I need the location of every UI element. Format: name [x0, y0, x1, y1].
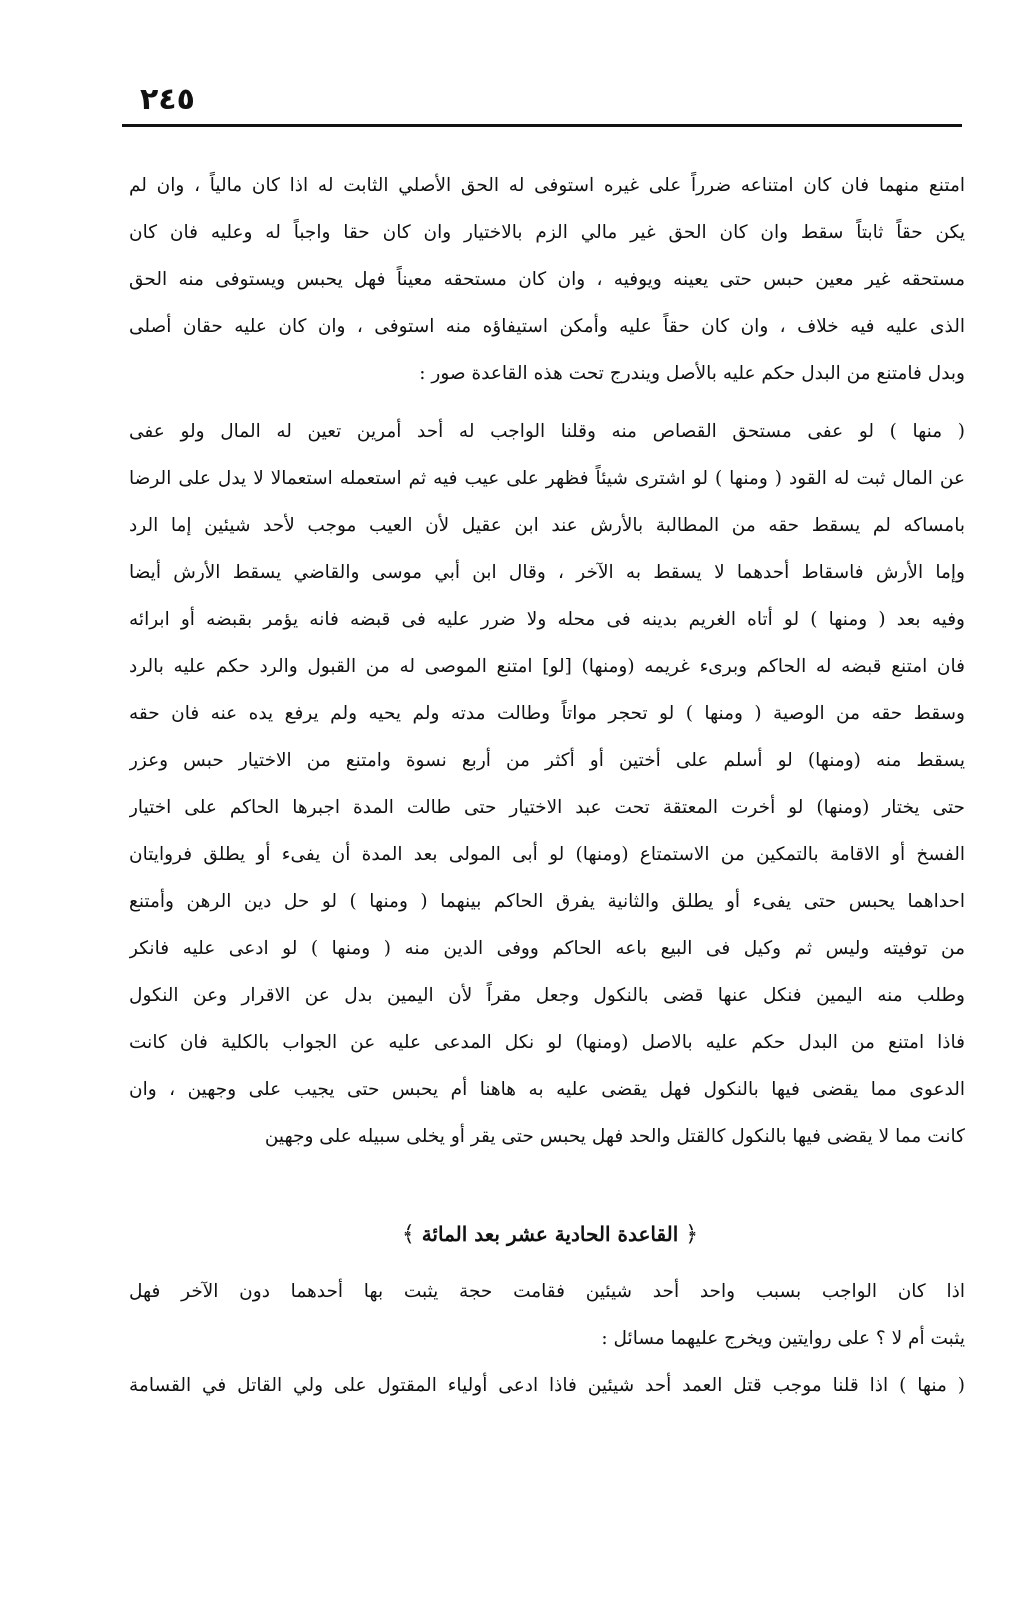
text-line: وطلب منه اليمين فنكل عنها قضى بالنكول وجعل مقراً لأن اليمين بدل عن الاقرار وعن النكول — [129, 985, 965, 1006]
paragraph-intro — [129, 162, 965, 397]
text-line: وإما الأرش فاسقاط أحدهما لا يسقط به الآخر ، وقال ابن أبي موسى والقاضي يسقط الأرش أيضا — [129, 562, 965, 583]
text-line: يسقط منه (ومنها) لو أسلم على أختين أو أكثر من أربع نسوة وامتنع من الاختيار حبس وعزر — [129, 750, 965, 771]
text-line: ( منها ) اذا قلنا موجب قتل العمد أحد شيئين فاذا ادعى أولياء المقتول على ولي القاتل في القسامة — [129, 1375, 965, 1396]
heading-bracket-open: ﴿ — [685, 1222, 699, 1247]
page-number: ٢٤٥ — [140, 82, 195, 117]
section-heading — [380, 1214, 720, 1254]
heading-title: القاعدة الحادية عشر بعد المائة — [421, 1222, 679, 1246]
text-line: كانت مما لا يقضى فيها بالنكول كالقتل والحد فهل يحبس حتى يقر أو يخلى سبيله على وجهين — [264, 1126, 965, 1147]
text-line: مستحقه غير معين حبس حتى يعينه ويوفيه ، وان كان مستحقه معيناً فهل يحبس ويستوفى منه الحق — [129, 269, 965, 290]
text-line: بامساكه لم يسقط حقه من المطالبة بالأرش عند ابن عقيل لأن العيب موجب لأحد شيئين إما الرد — [129, 515, 965, 536]
text-line: الفسخ أو الاقامة بالتمكين من الاستمتاع (ومنها) لو أبى المولى بعد المدة أن يفىء أو يطلق فروايتان — [129, 844, 965, 865]
text-line: من توفيته وليس ثم وكيل فى البيع باعه الحاكم ووفى الدين منه ( ومنها ) لو ادعى عليه فانكر — [129, 938, 965, 959]
text-line: ( منها ) لو عفى مستحق القصاص منه وقلنا الواجب له أحد أمرين تعين له المال ولو عفى — [129, 421, 965, 442]
text-line: حتى يختار (ومنها) لو أخرت المعتقة تحت عبد الاختيار حتى طالت المدة اجبرها الحاكم على اختيار — [129, 797, 965, 818]
text-line: عن المال ثبت له القود ( ومنها ) لو اشترى شيئاً فظهر على عيب فيه ثم استعمله استعمالا لا يدل على الرضا — [129, 468, 965, 489]
header-rule — [122, 124, 962, 127]
text-line: وسقط حقه من الوصية ( ومنها ) لو تحجر مواتاً وطالت مدته ولم يحيه ولم يرفع يده عنه فان حقه — [129, 703, 965, 724]
text-line: اذا كان الواجب بسبب واحد أحد شيئين فقامت حجة يثبت بها أحدهما دون الآخر فهل — [129, 1281, 965, 1302]
text-line: الذى عليه فيه خلاف ، وان كان حقاً عليه وأمكن استيفاؤه منه استوفى ، وان كان عليه حقان أصلى — [129, 316, 965, 337]
text-line: فان امتنع قبضه له الحاكم وبرىء غريمه (ومنها) [لو] امتنع الموصى له من القبول والرد حكم عليه بالرد — [129, 656, 965, 677]
text-line: وبدل فامتنع من البدل حكم عليه بالأصل ويندرج تحت هذه القاعدة صور : — [419, 363, 965, 384]
text-line: يكن حقاً ثابتاً سقط وان كان الحق غير مالي الزم بالاختيار وان كان حقا واجباً له وعليه فان كان — [129, 222, 965, 243]
text-line: امتنع منهما فان كان امتناعه ضرراً على غيره استوفى له الحق الأصلي الثابت له اذا كان مالياً ، وان لم — [129, 175, 965, 196]
text-line: الدعوى مما يقضى فيها بالنكول فهل يقضى عليه به هاهنا أم يحبس حتى يجيب على وجهين ، وان — [129, 1079, 965, 1100]
text-line: يثبت أم لا ؟ على روايتين ويخرج عليهما مسائل : — [601, 1328, 965, 1349]
heading-bracket-close: ﴾ — [401, 1222, 415, 1247]
text-line: احداهما يحبس حتى يفىء أو يطلق والثانية يفرق الحاكم بينهما ( ومنها ) لو حل دين الرهن وأمتنع — [129, 891, 965, 912]
paragraph-examples — [129, 408, 965, 1160]
text-line: وفيه بعد ( ومنها ) لو أتاه الغريم بدينه فى محله ولا ضرر عليه فى قبضه فانه يؤمر بقبضه أو ابرائه — [129, 609, 965, 630]
text-line: فاذا امتنع من البدل حكم عليه بالاصل (ومنها) لو نكل المدعى عليه عن الجواب بالكلية فان كانت — [129, 1032, 965, 1053]
paragraph-new-rule — [129, 1268, 965, 1409]
